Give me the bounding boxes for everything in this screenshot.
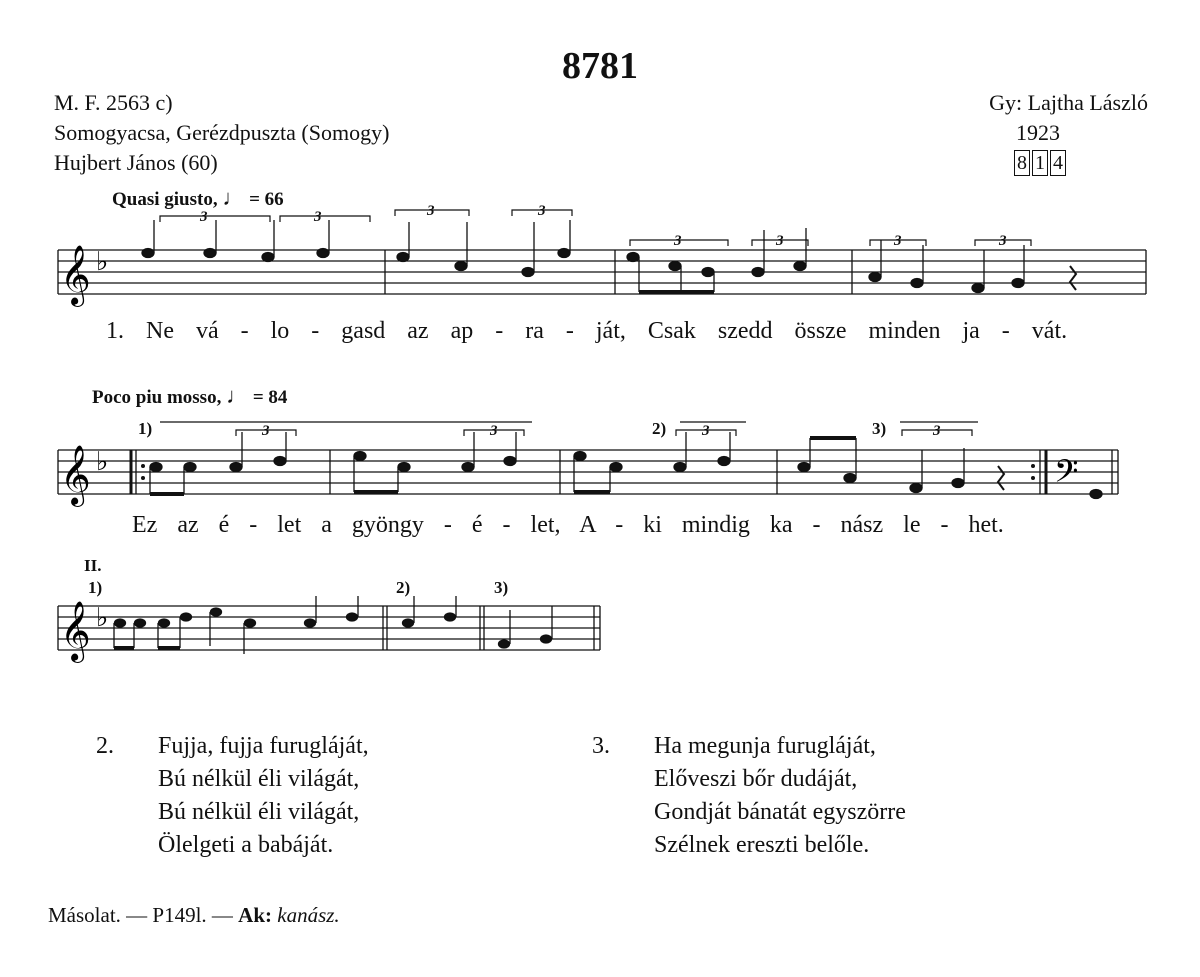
quarter-note-icon: ♩ bbox=[222, 185, 245, 210]
tempo-marking-2 bbox=[92, 383, 287, 409]
stanza-line: Bú nélkül éli világát, bbox=[158, 766, 360, 792]
place: Somogyacsa, Gerézdpuszta (Somogy) bbox=[54, 120, 390, 145]
triplet-mark: 3 bbox=[538, 203, 546, 219]
variant-mark: 2) bbox=[652, 419, 667, 438]
singer: Hujbert János (60) bbox=[54, 150, 218, 175]
triplet-brackets-2 bbox=[236, 430, 972, 436]
lyrics-line-2: Ez az é - let a gyöngy - é - let, A - ki mindig ka - nász le - het. bbox=[132, 512, 1004, 538]
stanza-line: Szélnek ereszti belőle. bbox=[654, 832, 870, 858]
stanza-line: Ha megunja furugláját, bbox=[654, 733, 876, 759]
treble-clef-icon: 𝄞 bbox=[60, 447, 91, 504]
triplet-mark: 3 bbox=[776, 233, 784, 249]
ak-label: Ak: bbox=[238, 903, 273, 927]
flat-icon: ♭ bbox=[96, 603, 109, 632]
flat-icon: ♭ bbox=[96, 447, 109, 476]
triplet-mark: 3 bbox=[933, 423, 941, 439]
classification-box: 8 bbox=[1014, 150, 1030, 176]
variant-mark: 3) bbox=[872, 419, 887, 438]
bass-clef-icon: 𝄢 bbox=[1054, 455, 1079, 497]
variant-mark: 1) bbox=[138, 419, 153, 438]
collector: Gy: Lajtha László bbox=[989, 90, 1148, 115]
metronome-value: = 84 bbox=[252, 387, 288, 408]
staff-1 bbox=[40, 200, 1160, 320]
stanza-line: Gondját bánatát egyszörre bbox=[654, 799, 906, 825]
tempo-text: Poco piu mosso, bbox=[92, 387, 222, 408]
triplet-mark: 3 bbox=[200, 209, 208, 225]
notes-staff-1 bbox=[142, 220, 1076, 293]
ak-value: kanász. bbox=[277, 903, 340, 927]
triplet-mark: 3 bbox=[674, 233, 682, 249]
stanza-number: 3. bbox=[592, 733, 610, 759]
stanza-line: Ölelgeti a babáját. bbox=[158, 832, 334, 858]
stanza-line: Fujja, fujja furugláját, bbox=[158, 733, 369, 759]
stanza-2 bbox=[158, 730, 369, 862]
footer-note bbox=[48, 903, 340, 928]
section-label: II. bbox=[84, 556, 102, 575]
tune-number: 8781 bbox=[562, 45, 638, 87]
classification-box: 4 bbox=[1050, 150, 1066, 176]
copy-reference: Másolat. — P149l. — bbox=[48, 903, 233, 927]
notes-staff-2 bbox=[150, 432, 1102, 499]
staff-2 bbox=[40, 410, 1160, 520]
variant-mark: 1) bbox=[88, 578, 103, 597]
treble-clef-icon: 𝄞 bbox=[60, 603, 91, 660]
triplet-mark: 3 bbox=[894, 233, 902, 249]
flat-icon: ♭ bbox=[96, 247, 109, 276]
variant-mark: 3) bbox=[494, 578, 509, 597]
triplet-mark: 3 bbox=[427, 203, 435, 219]
variant-mark: 2) bbox=[396, 578, 411, 597]
stanza-3 bbox=[654, 730, 906, 862]
classification-boxes bbox=[1014, 150, 1068, 176]
quarter-note-icon: ♩ bbox=[226, 383, 249, 408]
source-reference: M. F. 2563 c) bbox=[54, 90, 173, 115]
triplet-mark: 3 bbox=[262, 423, 270, 439]
triplet-mark: 3 bbox=[490, 423, 498, 439]
stanza-line: Bú nélkül éli világát, bbox=[158, 799, 360, 825]
year: 1923 bbox=[1016, 120, 1060, 145]
lyrics-line-1: 1. Ne vá - lo - gasd az ap - ra - ját, Csak szedd össze minden ja - vát. bbox=[106, 318, 1068, 344]
staff-3 bbox=[40, 596, 620, 676]
classification-box: 1 bbox=[1032, 150, 1048, 176]
notes-staff-3 bbox=[114, 596, 552, 654]
triplet-mark: 3 bbox=[999, 233, 1007, 249]
triplet-mark: 3 bbox=[702, 423, 710, 439]
stanza-line: Előveszi bőr dudáját, bbox=[654, 766, 858, 792]
metronome-value: = 66 bbox=[249, 189, 284, 210]
tempo-text: Quasi giusto, bbox=[112, 189, 218, 210]
treble-clef-icon: 𝄞 bbox=[60, 247, 91, 304]
stanza-number: 2. bbox=[96, 733, 114, 759]
triplet-mark: 3 bbox=[314, 209, 322, 225]
